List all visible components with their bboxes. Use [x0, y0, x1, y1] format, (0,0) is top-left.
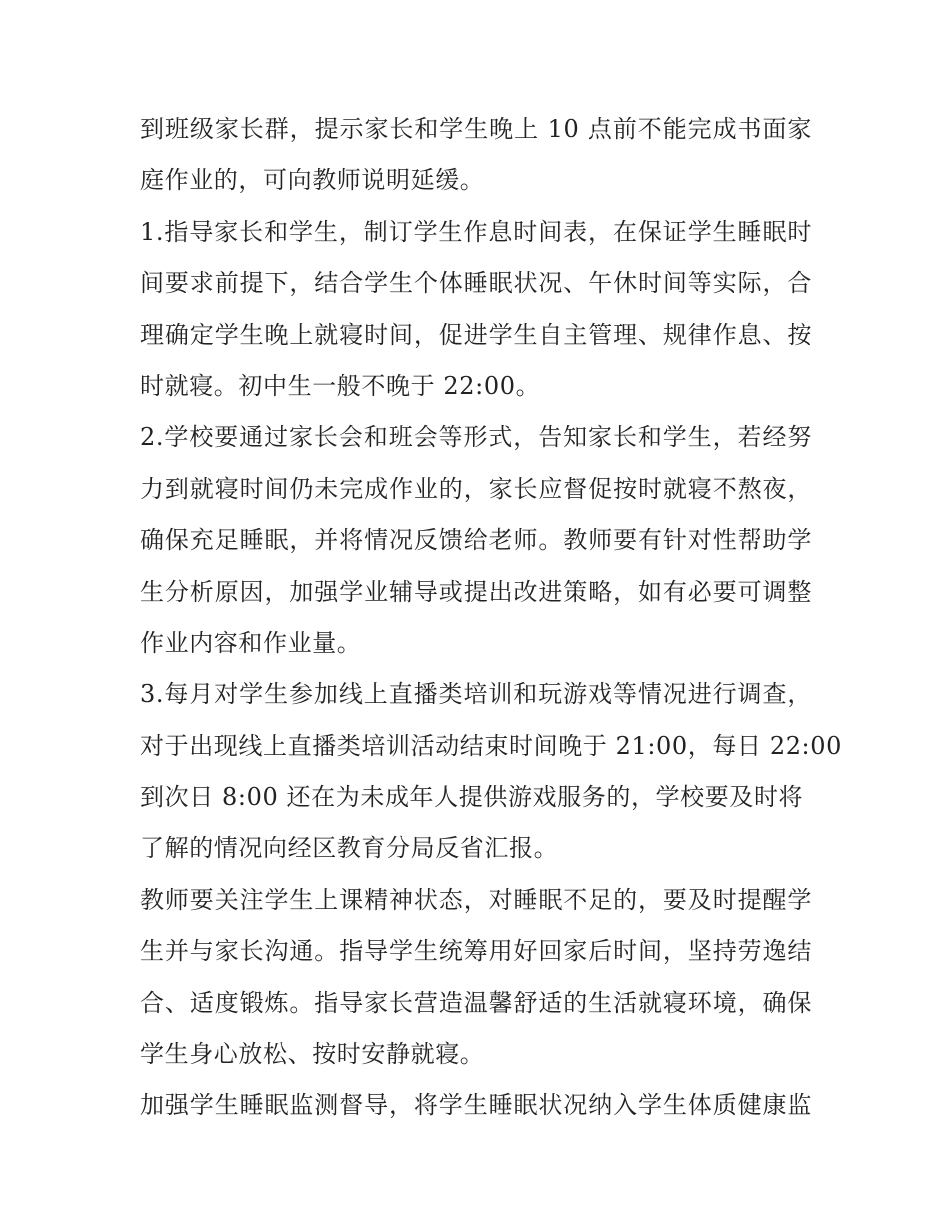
- text-line: 2.学校要通过家长会和班会等形式，告知家长和学生，若经努: [140, 423, 812, 452]
- text-line: 到班级家长群，提示家长和学生晚上 10 点前不能完成书面家: [140, 115, 812, 143]
- document-body: [140, 104, 842, 1132]
- text-line: 加强学生睡眠监测督导，将学生睡眠状况纳入学生体质健康监: [140, 1091, 812, 1120]
- text-line: 1.指导家长和学生，制订学生作息时间表，在保证学生睡眠时: [140, 217, 812, 246]
- text-line: 生并与家长沟通。指导学生统筹用好回家后时间，坚持劳逸结: [140, 937, 812, 966]
- text-line: 力到就寝时间仍未完成作业的，家长应督促按时就寝不熬夜，: [140, 474, 812, 503]
- text-line: 到次日 8:00 还在为未成年人提供游戏服务的，学校要及时将: [140, 783, 804, 812]
- text-line: 合、适度锻炼。指导家长营造温馨舒适的生活就寝环境，确保: [140, 988, 812, 1017]
- text-line: 生分析原因，加强学业辅导或提出改进策略，如有必要可调整: [140, 577, 812, 606]
- text-line: 教师要关注学生上课精神状态，对睡眠不足的，要及时提醒学: [140, 885, 812, 914]
- text-line: 了解的情况向经区教育分局反省汇报。: [140, 834, 559, 863]
- text-line: 确保充足睡眠，并将情况反馈给老师。教师要有针对性帮助学: [140, 526, 812, 555]
- text-line: 庭作业的，可向教师说明延缓。: [140, 166, 485, 195]
- text-line: 3.每月对学生参加线上直播类培训和玩游戏等情况进行调查，: [140, 680, 812, 709]
- text-line: 时就寝。初中生一般不晚于 22:00。: [140, 371, 541, 400]
- text-line: 学生身心放松、按时安静就寝。: [140, 1040, 485, 1069]
- text-line: 间要求前提下，结合学生个体睡眠状况、午休时间等实际，合: [140, 269, 812, 298]
- text-line: 对于出现线上直播类培训活动结束时间晚于 21:00，每日 22:00: [140, 731, 842, 760]
- text-line: 作业内容和作业量。: [140, 628, 362, 657]
- text-line: 理确定学生晚上就寝时间，促进学生自主管理、规律作息、按: [140, 320, 812, 349]
